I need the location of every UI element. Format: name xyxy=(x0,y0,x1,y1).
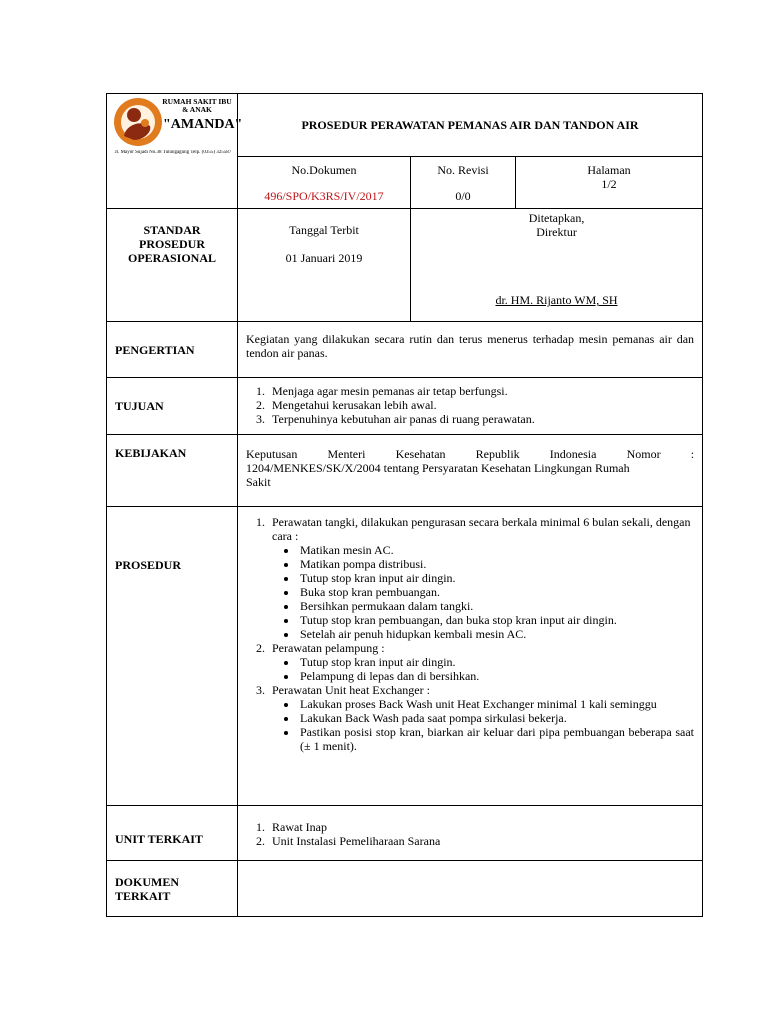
page-label: Halaman xyxy=(587,163,631,178)
dokumen-terkait-label-line-1: DOKUMEN xyxy=(115,874,179,889)
document-title: PROSEDUR PERAWATAN PEMANAS AIR DAN TANDON AIR xyxy=(238,94,703,157)
approval-label: Ditetapkan, xyxy=(528,211,585,225)
prosedur-bullets xyxy=(272,543,694,641)
list-item: 1. Rawat Inap xyxy=(268,820,694,834)
page-cell xyxy=(516,157,703,209)
prosedur-step xyxy=(268,515,694,641)
prosedur-step-text: Perawatan pelampung : xyxy=(272,641,385,655)
unit-terkait-list xyxy=(246,820,694,848)
revision-label: No. Revisi xyxy=(437,163,489,178)
hospital-logo-cell xyxy=(107,94,243,209)
list-item: • Setelah air penuh hidupkan kembali mesin AC. xyxy=(298,627,694,641)
list-item: • Tutup stop kran input air dingin. xyxy=(298,571,694,585)
kebijakan-cell xyxy=(238,435,703,507)
list-item: • Lakukan Back Wash pada saat pompa sirkulasi bekerja. xyxy=(298,711,694,725)
list-item: • Pastikan posisi stop kran, biarkan air keluar dari pipa pembuangan beberapa saat (± 1 menit). xyxy=(298,725,694,753)
list-item: • Matikan pompa distribusi. xyxy=(298,557,694,571)
prosedur-step xyxy=(268,641,694,683)
prosedur-step-text: Perawatan Unit heat Exchanger : xyxy=(272,683,430,697)
sop-table xyxy=(106,93,703,917)
tujuan-cell xyxy=(238,378,703,435)
unit-terkait-cell xyxy=(238,806,703,861)
list-item: • Buka stop kran pembuangan. xyxy=(298,585,694,599)
kebijakan-line-1: Keputusan Menteri Kesehatan Republik Indonesia Nomor : xyxy=(246,447,695,461)
prosedur-list xyxy=(246,515,694,753)
list-item: • Tutup stop kran input air dingin. xyxy=(298,655,694,669)
hospital-name: RUMAH SAKIT IBU & ANAK xyxy=(162,97,232,114)
kebijakan-label: KEBIJAKAN xyxy=(107,435,238,507)
pengertian-label: PENGERTIAN xyxy=(107,322,238,378)
dokumen-terkait-label xyxy=(107,861,238,917)
approver-name: dr. HM. Rijanto WM, SH xyxy=(495,293,618,307)
pengertian-text: Kegiatan yang dilakukan secara rutin dan terus menerus terhadap mesin pemanas air dan tendon air panas. xyxy=(238,322,703,378)
list-item: 1. Menjaga agar mesin pemanas air tetap berfungsi. xyxy=(268,384,694,398)
prosedur-cell xyxy=(238,507,703,806)
prosedur-label: PROSEDUR xyxy=(107,507,238,806)
doc-number-label: No.Dokumen xyxy=(291,163,357,178)
dokumen-terkait-label-line-2: TERKAIT xyxy=(115,888,171,903)
unit-terkait-label: UNIT TERKAIT xyxy=(107,806,238,861)
kebijakan-line-3: Sakit xyxy=(246,475,271,489)
list-item: 2. Mengetahui kerusakan lebih awal. xyxy=(268,398,694,412)
list-item: • Lakukan proses Back Wash unit Heat Exchanger minimal 1 kali seminggu xyxy=(298,697,694,711)
page-value: 1/2 xyxy=(601,177,617,192)
hospital-address: Jl. Mayor Sujadi No.38 Tulungagung Telp. (0355) 325587 xyxy=(114,150,232,155)
sop-type-text: STANDAR PROSEDUR OPERASIONAL xyxy=(127,223,216,265)
list-item: 2. Unit Instalasi Pemeliharaan Sarana xyxy=(268,834,694,848)
tujuan-label: TUJUAN xyxy=(107,378,238,435)
hospital-brand: "AMANDA" xyxy=(163,117,243,132)
prosedur-bullets xyxy=(272,655,694,683)
kebijakan-line-2: 1204/MENKES/SK/X/2004 tentang Persyaratan Kesehatan Lingkungan Rumah xyxy=(246,461,630,475)
doc-number-cell xyxy=(238,157,411,209)
prosedur-step-text: Perawatan tangki, dilakukan pengurasan secara berkala minimal 6 bulan sekali, dengan cara : xyxy=(272,515,691,543)
revision-cell xyxy=(411,157,516,209)
approval-role: Direktur xyxy=(536,225,577,239)
issued-cell xyxy=(238,209,411,322)
list-item: • Bersihkan permukaan dalam tangki. xyxy=(298,599,694,613)
prosedur-bullets xyxy=(272,697,694,753)
doc-number-value: 496/SPO/K3RS/IV/2017 xyxy=(264,189,384,204)
approval-cell xyxy=(411,209,703,322)
hospital-logo-icon xyxy=(112,96,164,148)
prosedur-step xyxy=(268,683,694,753)
list-item: 3. Terpenuhinya kebutuhan air panas di ruang perawatan. xyxy=(268,412,694,426)
revision-value: 0/0 xyxy=(455,189,471,204)
list-item: • Tutup stop kran pembuangan, dan buka stop kran input air dingin. xyxy=(298,613,694,627)
list-item: • Matikan mesin AC. xyxy=(298,543,694,557)
sop-document xyxy=(106,93,702,925)
dokumen-terkait-cell xyxy=(238,861,703,917)
issued-label: Tanggal Terbit xyxy=(289,223,359,237)
list-item: • Pelampung di lepas dan di bersihkan. xyxy=(298,669,694,683)
issued-date: 01 Januari 2019 xyxy=(285,251,363,265)
tujuan-list xyxy=(246,384,694,426)
sop-type-label xyxy=(107,209,238,322)
